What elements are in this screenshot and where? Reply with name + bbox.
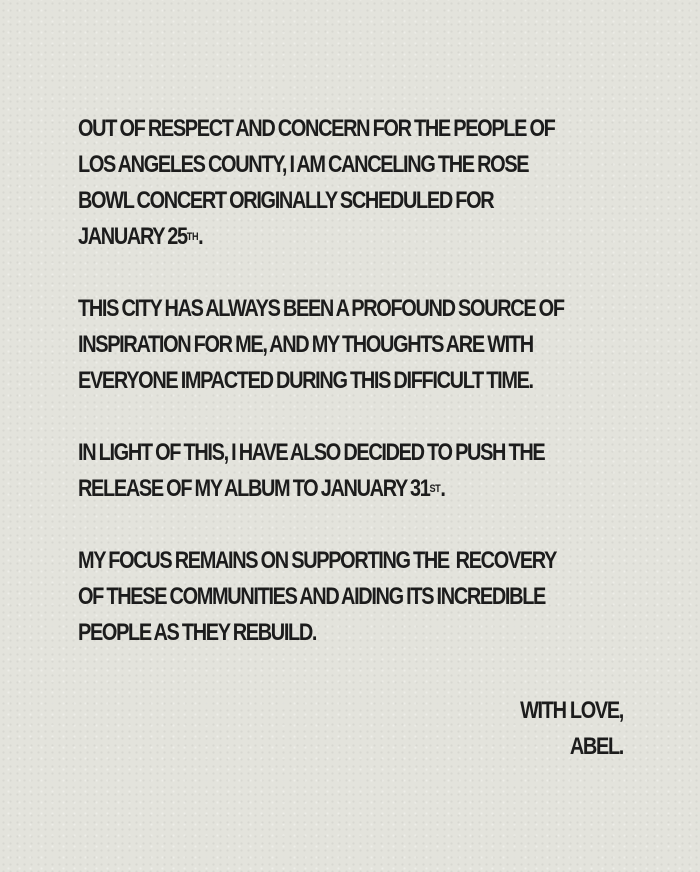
ordinal-suffix: TH <box>186 231 199 243</box>
date-text: JANUARY 25 <box>78 223 187 250</box>
text-line: PEOPLE AS THEY REBUILD. <box>78 619 317 646</box>
text-line-date <box>78 219 642 255</box>
text-line: IN LIGHT OF THIS, I HAVE ALSO DECIDED TO PUSH THE <box>78 439 545 466</box>
paragraph-album-delay <box>78 435 642 507</box>
paragraph-community-recovery <box>78 543 642 651</box>
text-line: INSPIRATION FOR ME, AND MY THOUGHTS ARE WITH <box>78 331 533 358</box>
statement-body <box>78 111 564 687</box>
text-line: BOWL CONCERT ORIGINALLY SCHEDULED FOR <box>78 187 494 214</box>
text-line: THIS CITY HAS ALWAYS BEEN A PROFOUND SOURCE OF <box>78 295 564 322</box>
ordinal-suffix: ST <box>429 483 441 495</box>
text-line: OF THESE COMMUNITIES AND AIDING ITS INCREDIBLE <box>78 583 545 610</box>
text-line-date <box>78 471 642 507</box>
text-line: LOS ANGELES COUNTY, I AM CANCELING THE ROSE <box>78 151 529 178</box>
period: . <box>198 223 203 250</box>
text-line: OUT OF RESPECT AND CONCERN FOR THE PEOPLE OF <box>78 115 555 142</box>
text-line: EVERYONE IMPACTED DURING THIS DIFFICULT TIME. <box>78 367 533 394</box>
text-line: MY FOCUS REMAINS ON SUPPORTING THE RECOVERY <box>78 547 557 574</box>
signoff <box>520 693 623 765</box>
date-text: RELEASE OF MY ALBUM TO JANUARY 31 <box>78 475 430 502</box>
closing-text: WITH LOVE, <box>520 697 623 724</box>
paragraph-city-inspiration <box>78 291 642 399</box>
period: . <box>440 475 445 502</box>
signature-name: ABEL. <box>569 733 623 760</box>
paragraph-concert-cancellation <box>78 111 642 255</box>
